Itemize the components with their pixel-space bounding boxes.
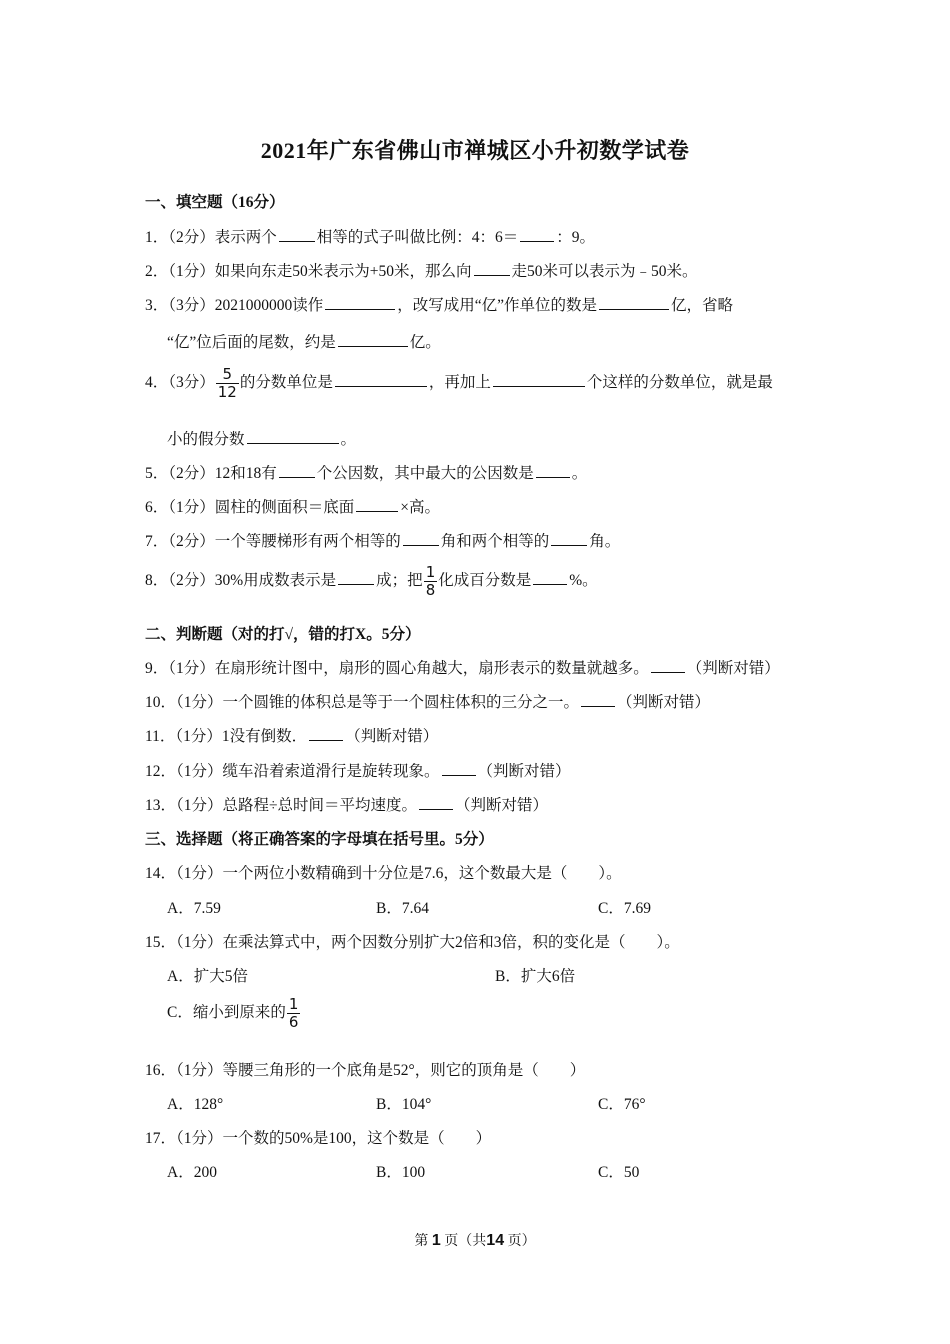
- question-17: 17．（1分）一个数的50%是100，这个数是（ ）: [145, 1130, 492, 1147]
- q9-text-b: （判断对错）: [686, 660, 780, 677]
- question-10: [145, 690, 710, 712]
- answer-blank[interactable]: [279, 463, 315, 478]
- q16-option-c[interactable]: C．76°: [598, 1096, 646, 1113]
- q13-text-a: 13．（1分）总路程÷总时间＝平均速度。: [145, 797, 418, 814]
- q5-text-c: 。: [571, 465, 588, 482]
- q15-option-c[interactable]: [167, 996, 301, 1031]
- q12-text-a: 12．（1分）缆车沿着索道滑行是旋转现象。: [145, 763, 440, 780]
- fraction-numerator: 5: [216, 366, 239, 384]
- answer-blank[interactable]: [651, 658, 685, 673]
- q7-text-b: 角和两个相等的: [440, 533, 550, 550]
- question-7: [145, 529, 620, 551]
- q1-text-c: ：9。: [556, 229, 596, 246]
- q17-option-b[interactable]: B．100: [376, 1164, 426, 1181]
- q13-text-b: （判断对错）: [455, 797, 549, 814]
- q8-text-b: 成；把: [376, 572, 423, 590]
- q2-text-a: 2．（1分）如果向东走50米表示为+50米，那么向: [145, 263, 472, 280]
- question-4: [145, 366, 773, 401]
- q2-text-b: 走50米可以表示为﹣50米。: [511, 263, 698, 280]
- question-8: [145, 564, 598, 599]
- answer-blank[interactable]: [338, 332, 408, 347]
- answer-blank[interactable]: [419, 795, 453, 810]
- answer-blank[interactable]: [403, 531, 439, 546]
- question-16: 16．（1分）等腰三角形的一个底角是52°，则它的顶角是（ ）: [145, 1062, 586, 1079]
- q3-text-c: 亿，省略: [671, 297, 734, 314]
- q7-text-c: 角。: [589, 533, 621, 550]
- q3-text-a: 3．（3分）2021000000读作: [145, 297, 324, 314]
- footer-text: 第: [414, 1234, 429, 1249]
- q14-option-a[interactable]: A．7.59: [167, 900, 221, 917]
- fraction-1-8: [424, 564, 438, 599]
- question-11: [145, 724, 438, 746]
- q16-option-b[interactable]: B．104°: [376, 1096, 432, 1113]
- fraction-denominator: 6: [288, 1013, 299, 1031]
- question-14: 14．（1分）一个两位小数精确到十分位是7.6，这个数最大是（ ）。: [145, 865, 622, 882]
- section-fill-in-heading: 一、填空题（16分）: [145, 194, 285, 211]
- q6-text-a: 6．（1分）圆柱的侧面积＝底面: [145, 499, 355, 516]
- q4-text-f: 。: [340, 431, 357, 448]
- q6-text-b: ×高。: [400, 499, 441, 516]
- q8-text-a: 8．（2分）30%用成数表示是: [145, 572, 337, 590]
- question-15: 15．（1分）在乘法算式中，两个因数分别扩大2倍和3倍，积的变化是（ ）。: [145, 934, 680, 951]
- answer-blank[interactable]: [335, 372, 427, 387]
- fraction-denominator: 8: [425, 581, 436, 599]
- q4-text-e: 小的假分数: [167, 431, 245, 448]
- q10-text-a: 10．（1分）一个圆锥的体积总是等于一个圆柱体积的三分之一。: [145, 694, 580, 711]
- question-2: [145, 259, 698, 281]
- q14-option-b[interactable]: B．7.64: [376, 900, 429, 917]
- q10-text-b: （判断对错）: [617, 694, 711, 711]
- answer-blank[interactable]: [325, 295, 395, 310]
- question-3-cont: [167, 330, 441, 352]
- page-number: 1: [431, 1232, 441, 1249]
- q5-text-a: 5．（2分）12和18有: [145, 465, 277, 482]
- answer-blank[interactable]: [442, 761, 476, 776]
- question-3: [145, 293, 733, 315]
- fraction-numerator: 1: [288, 995, 299, 1013]
- answer-blank[interactable]: [581, 692, 615, 707]
- q8-text-c: 化成百分数是: [438, 572, 532, 590]
- q15-option-a[interactable]: A．扩大5倍: [167, 968, 248, 985]
- q4-text-d: 个这样的分数单位，就是最: [586, 374, 773, 392]
- fraction-numerator: 1: [425, 563, 436, 581]
- q4-text-c: ，再加上: [428, 374, 491, 392]
- q7-text-a: 7．（2分）一个等腰梯形有两个相等的: [145, 533, 401, 550]
- answer-blank[interactable]: [247, 429, 339, 444]
- answer-blank[interactable]: [356, 497, 398, 512]
- q17-option-c[interactable]: C．50: [598, 1164, 640, 1181]
- page-title: 2021年广东省佛山市禅城区小升初数学试卷: [260, 138, 690, 163]
- answer-blank[interactable]: [493, 372, 585, 387]
- q3-text-e: 亿。: [409, 334, 441, 351]
- question-9: [145, 656, 780, 678]
- q16-option-a[interactable]: A．128°: [167, 1096, 224, 1113]
- q11-text-a: 11．（1分）1没有倒数．: [145, 728, 308, 745]
- q14-option-c[interactable]: C．7.69: [598, 900, 651, 917]
- q15-option-b[interactable]: B．扩大6倍: [495, 968, 576, 985]
- q17-option-a[interactable]: A．200: [167, 1164, 217, 1181]
- answer-blank[interactable]: [309, 726, 343, 741]
- answer-blank[interactable]: [533, 570, 567, 585]
- question-5: [145, 461, 587, 483]
- footer-text: 页（共: [444, 1234, 487, 1249]
- q1-text-a: 1．（2分）表示两个: [145, 229, 277, 246]
- question-12: [145, 759, 571, 781]
- question-1: [145, 225, 595, 247]
- answer-blank[interactable]: [520, 227, 554, 242]
- q12-text-b: （判断对错）: [477, 763, 571, 780]
- q3-text-d: “亿”位后面的尾数，约是: [167, 334, 336, 351]
- answer-blank[interactable]: [474, 261, 510, 276]
- q5-text-b: 个公因数，其中最大的公因数是: [316, 465, 534, 482]
- q9-text-a: 9．（1分）在扇形统计图中，扇形的圆心角越大，扇形表示的数量就越多。: [145, 660, 649, 677]
- answer-blank[interactable]: [536, 463, 570, 478]
- fraction-1-6: [287, 996, 301, 1031]
- section-multiple-choice-heading: 三、选择题（将正确答案的字母填在括号里。5分）: [145, 831, 494, 848]
- q4-text-a: 4．（3分）: [145, 374, 215, 392]
- q15-option-c-text: C．缩小到原来的: [167, 1004, 286, 1022]
- answer-blank[interactable]: [599, 295, 669, 310]
- q8-text-d: %。: [569, 572, 598, 590]
- answer-blank[interactable]: [551, 531, 587, 546]
- question-6: [145, 495, 440, 517]
- page-footer: [0, 1230, 950, 1250]
- question-4-cont: [167, 427, 356, 449]
- q1-text-b: 相等的式子叫做比例：4：6＝: [316, 229, 519, 246]
- q4-text-b: 的分数单位是: [239, 374, 333, 392]
- footer-text: 页）: [507, 1234, 536, 1249]
- q11-text-b: （判断对错）: [345, 728, 439, 745]
- section-true-false-heading: 二、判断题（对的打√，错的打X。5分）: [145, 626, 421, 643]
- q3-text-b: ，改写成用“亿”作单位的数是: [397, 297, 598, 314]
- fraction-5-12: [216, 366, 239, 401]
- question-13: [145, 793, 548, 815]
- answer-blank[interactable]: [279, 227, 315, 242]
- total-pages: 14: [486, 1232, 505, 1249]
- fraction-denominator: 12: [217, 383, 237, 401]
- answer-blank[interactable]: [338, 570, 374, 585]
